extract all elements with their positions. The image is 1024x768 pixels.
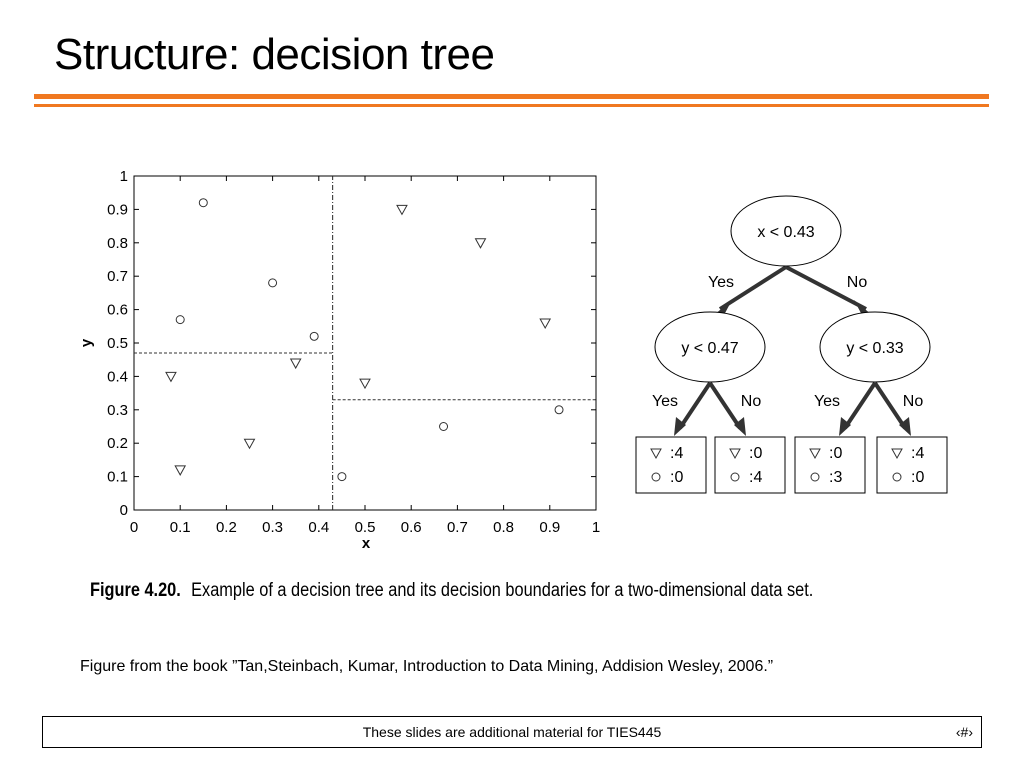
x-tick-label: 1	[591, 519, 601, 536]
title-rule-thin	[34, 104, 989, 107]
x-tick-label: 0.5	[354, 519, 376, 536]
edge-label-no: No	[902, 393, 924, 410]
y-tick-label: 0.5	[107, 335, 128, 352]
left-node-label: y < 0.47	[681, 340, 739, 357]
triangle-point	[360, 379, 370, 388]
triangle-point	[476, 239, 486, 248]
leaf-circle-count: :0	[670, 469, 684, 486]
x-tick-label: 0.4	[308, 519, 330, 536]
circle-point	[338, 473, 346, 481]
x-tick-label: 0.7	[446, 519, 468, 536]
triangle-point	[245, 439, 255, 448]
slide-footer	[42, 716, 982, 748]
title-rule-thick	[34, 94, 989, 99]
root-node-label: x < 0.43	[757, 224, 815, 241]
circle-point	[199, 199, 207, 207]
edge-left-leaf2	[710, 383, 740, 428]
leaf-node	[795, 437, 865, 493]
y-tick-label: 0.3	[107, 401, 128, 419]
slide-title: Structure: decision tree	[54, 30, 495, 79]
x-axis-label: x	[361, 535, 371, 552]
leaf-triangle-count: :4	[911, 445, 925, 462]
edge-right-leaf4	[875, 383, 905, 428]
leaf-circle-count: :4	[749, 469, 763, 486]
leaf-node	[636, 437, 706, 493]
footer-text: These slides are additional material for TIES445	[362, 724, 662, 740]
figure-caption	[90, 580, 813, 602]
edge-label-yes: Yes	[707, 274, 735, 291]
caption-text: Example of a decision tree and its decision boundaries for a two-dimensional data set.	[191, 580, 814, 601]
y-tick-label: 0.4	[107, 368, 128, 386]
source-note: Figure from the book ”Tan,Steinbach, Kumar, Introduction to Data Mining, Addision Wesley, 2006.”	[80, 658, 774, 675]
y-tick-label: 0.7	[107, 268, 128, 286]
edge-right-leaf3	[845, 383, 875, 428]
x-tick-label: 0.8	[493, 519, 515, 536]
plot-frame	[134, 176, 596, 510]
y-tick-label: 0	[119, 502, 128, 519]
y-tick-label: 0.6	[107, 301, 128, 319]
triangle-point	[540, 319, 550, 328]
y-tick-label: 0.1	[107, 468, 128, 486]
circle-point	[440, 423, 448, 431]
leaf-node	[715, 437, 785, 493]
tree-diagram	[636, 196, 947, 493]
leaf-triangle-count: :0	[829, 445, 843, 462]
page-number: ‹#›	[955, 724, 973, 740]
triangle-point	[397, 205, 407, 214]
y-tick-label: 0.9	[107, 201, 128, 219]
y-tick-label: 0.2	[107, 435, 128, 453]
circle-point	[555, 406, 563, 414]
edge-label-yes: Yes	[813, 393, 841, 410]
circle-point	[310, 332, 318, 340]
edge-label-no: No	[740, 393, 762, 410]
right-node-label: y < 0.33	[846, 340, 904, 357]
leaf-triangle-count: :0	[749, 445, 763, 462]
y-axis-label: y	[78, 338, 95, 348]
y-tick-label: 0.8	[107, 234, 128, 252]
leaf-circle-count: :0	[911, 469, 925, 486]
edge-label-no: No	[846, 274, 868, 291]
decision-tree-figure	[70, 160, 960, 560]
circle-point	[176, 316, 184, 324]
x-tick-label: 0	[129, 519, 139, 536]
triangle-point	[291, 359, 301, 368]
scatter-plot	[78, 168, 600, 552]
triangle-point	[166, 372, 176, 381]
leaf-triangle-count: :4	[670, 445, 684, 462]
circle-point	[269, 279, 277, 287]
x-tick-label: 0.6	[400, 519, 422, 536]
leaf-circle-count: :3	[829, 469, 843, 486]
x-tick-label: 0.2	[215, 519, 237, 536]
edge-left-leaf1	[680, 383, 710, 428]
triangle-point	[175, 466, 185, 475]
x-tick-label: 0.9	[539, 519, 561, 536]
x-tick-label: 0.1	[169, 519, 191, 536]
x-tick-label: 0.3	[262, 519, 284, 536]
edge-label-yes: Yes	[651, 393, 679, 410]
y-tick-label: 1	[119, 168, 128, 185]
caption-label: Figure 4.20.	[90, 580, 181, 601]
leaf-node	[877, 437, 947, 493]
